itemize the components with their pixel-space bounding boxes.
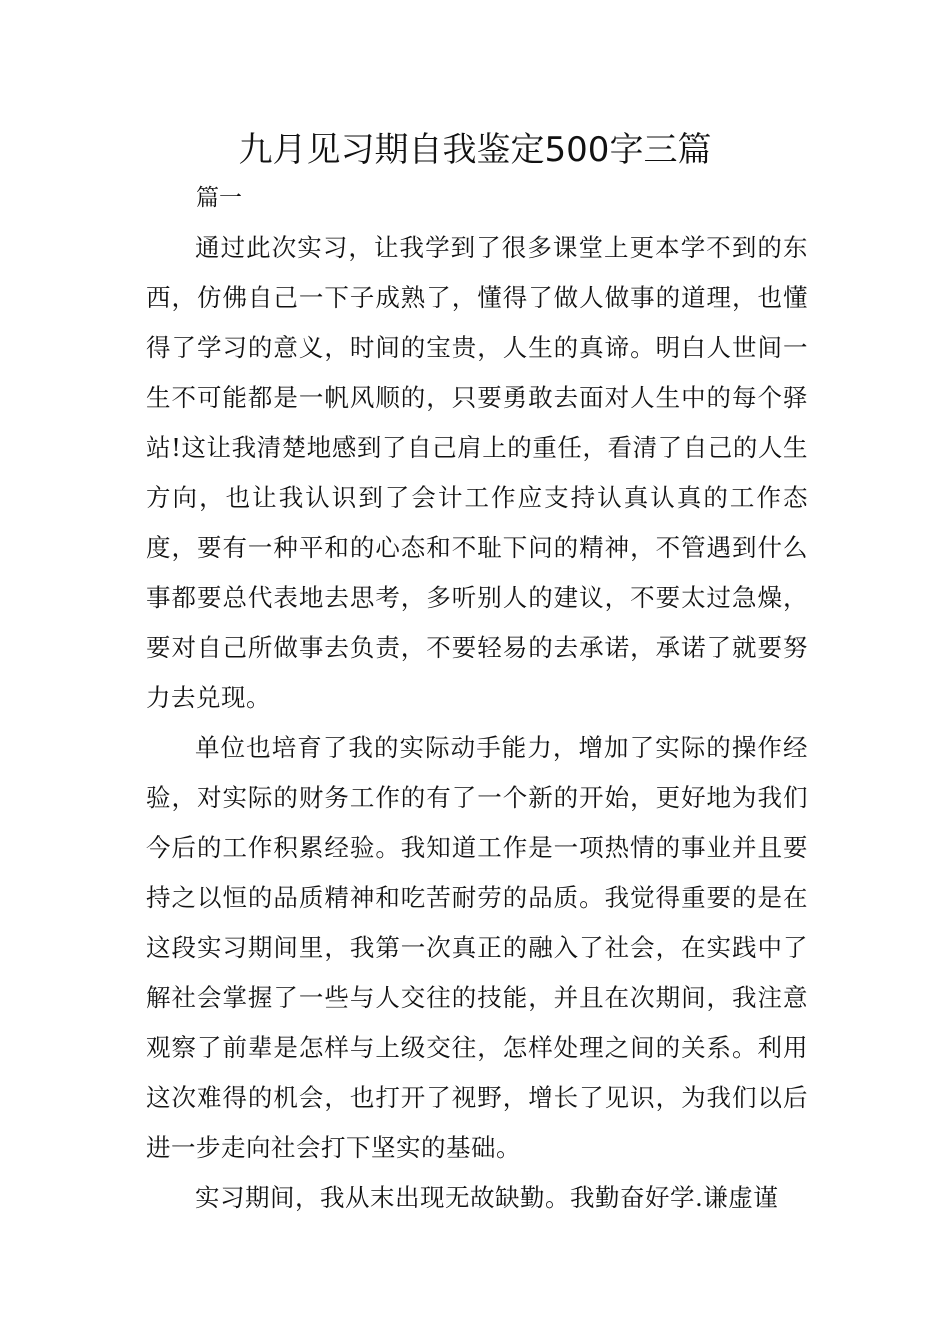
paragraph: 单位也培育了我的实际动手能力，增加了实际的操作经验，对实际的财务工作的有了一个新的开始，更好地为我们今后的工作积累经验。我知道工作是一项热情的事业并且要持之以恒的品质精神和吃苦耐劳的品质。我觉得重要的是在这段实习期间里，我第一次真正的融入了社会，在实践中了解社会掌握了一些与人交往的技能，并且在次期间，我注意观察了前辈是怎样与上级交往，怎样处理之间的关系。利用这次难得的机会，也打开了视野，增长了见识，为我们以后进一步走向社会打下坚实的基础。 bbox=[146, 733, 808, 1162]
document-body bbox=[146, 223, 808, 1223]
paragraph: 实习期间，我从末出现无故缺勤。我勤奋好学.谦虚谨 bbox=[195, 1183, 779, 1212]
document-title: 九月见习期自我鉴定500字三篇 bbox=[238, 130, 712, 170]
paragraph: 通过此次实习，让我学到了很多课堂上更本学不到的东西，仿佛自己一下子成熟了，懂得了做人做事的道理，也懂得了学习的意义，时间的宝贵，人生的真谛。明白人世间一生不可能都是一帆风顺的，只要勇敢去面对人生中的每个驿站!这让我清楚地感到了自己肩上的重任，看清了自己的人生方向，也让我认识到了会计工作应支持认真认真的工作态度，要有一种平和的心态和不耻下问的精神，不管遇到什么事都要总代表地去思考，多听别人的建议，不要太过急燥，要对自己所做事去负责，不要轻易的去承诺，承诺了就要努力去兑现。 bbox=[146, 233, 808, 712]
section-label: 篇一 bbox=[196, 185, 242, 211]
